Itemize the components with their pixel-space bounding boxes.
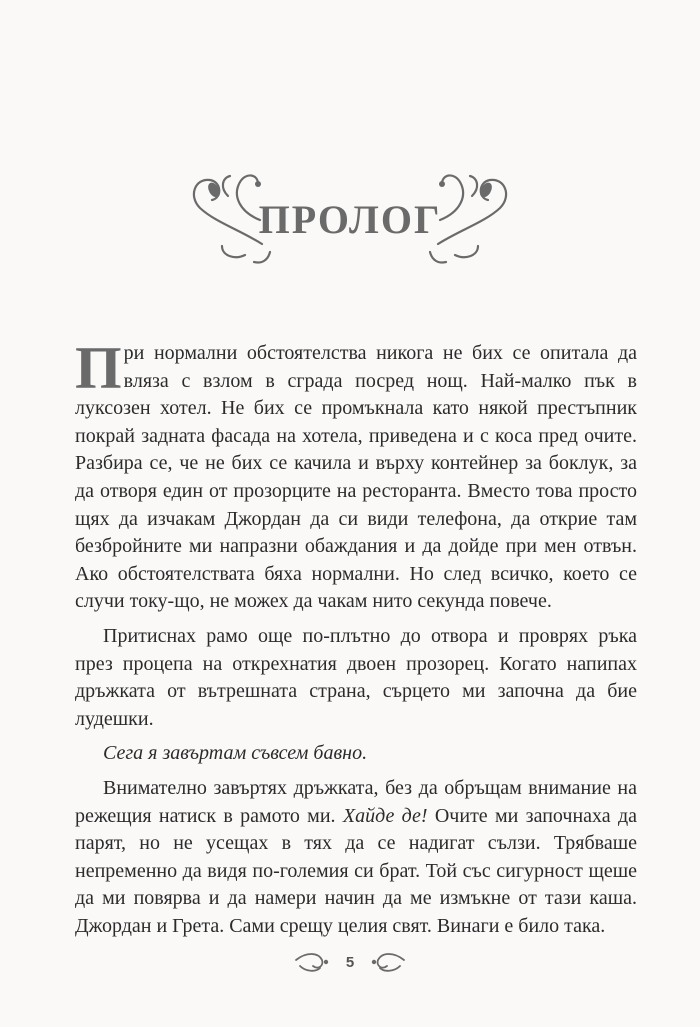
paragraph: Притиснах рамо още по-плътно до отвора и проврях ръка през процепа на открехнатия двоен прозорец. Когато напипах дръжката от вътрешната страна, сърцето ми започна да бие лудешки. [75,624,637,730]
paragraph-text: Внимателно завъртях дръжката, без да обръщам внимание на режещия натиск в рамото ми. [75,776,637,827]
paragraph-text: ри нормални обстоятелства никога не бих се опитала да вляза с взлом в сграда посред нощ. Най-малко пък в луксозен хотел. Не бих се промъкнала като някой престъпник покрай задната фасада на хотела, приведена и с коса пред очите. Разбира се, че не бих се качила и върху контейнер за боклук, за да отворя един от прозорците на ресторанта. Вместо това просто щях да изчакам Джордан да си види телефона, да открие там безбройните ми напразни обаждания и да дойде при мен отвън. Ако обстоятелствата бяха нормални. Но след всичко, което се случи току-що, не можех да чакам нито секунда повече. [75,342,637,613]
paragraph-italic: Сега я завъртам съвсем бавно. [103,742,368,765]
body-text [75,335,638,947]
chapter-title: ПРОЛОГ [258,197,442,242]
paragraph [75,335,637,616]
page-footer [0,946,700,976]
italic-phrase: Хайде де! [342,804,428,827]
page-number: 5 [345,954,355,971]
drop-cap: П [75,335,116,401]
paragraph [75,775,637,941]
paragraph-text: Очите ми започнаха да парят, но не усещах в тях да се надигат сълзи. Трябваше непременно да видя по-големия си брат. Той със сигурност щеше да ми повярва и да намери начин да ме измъкне от тази каша. Джордан и Грета. Сами срещу целия свят. Винаги е било така. [75,804,638,937]
